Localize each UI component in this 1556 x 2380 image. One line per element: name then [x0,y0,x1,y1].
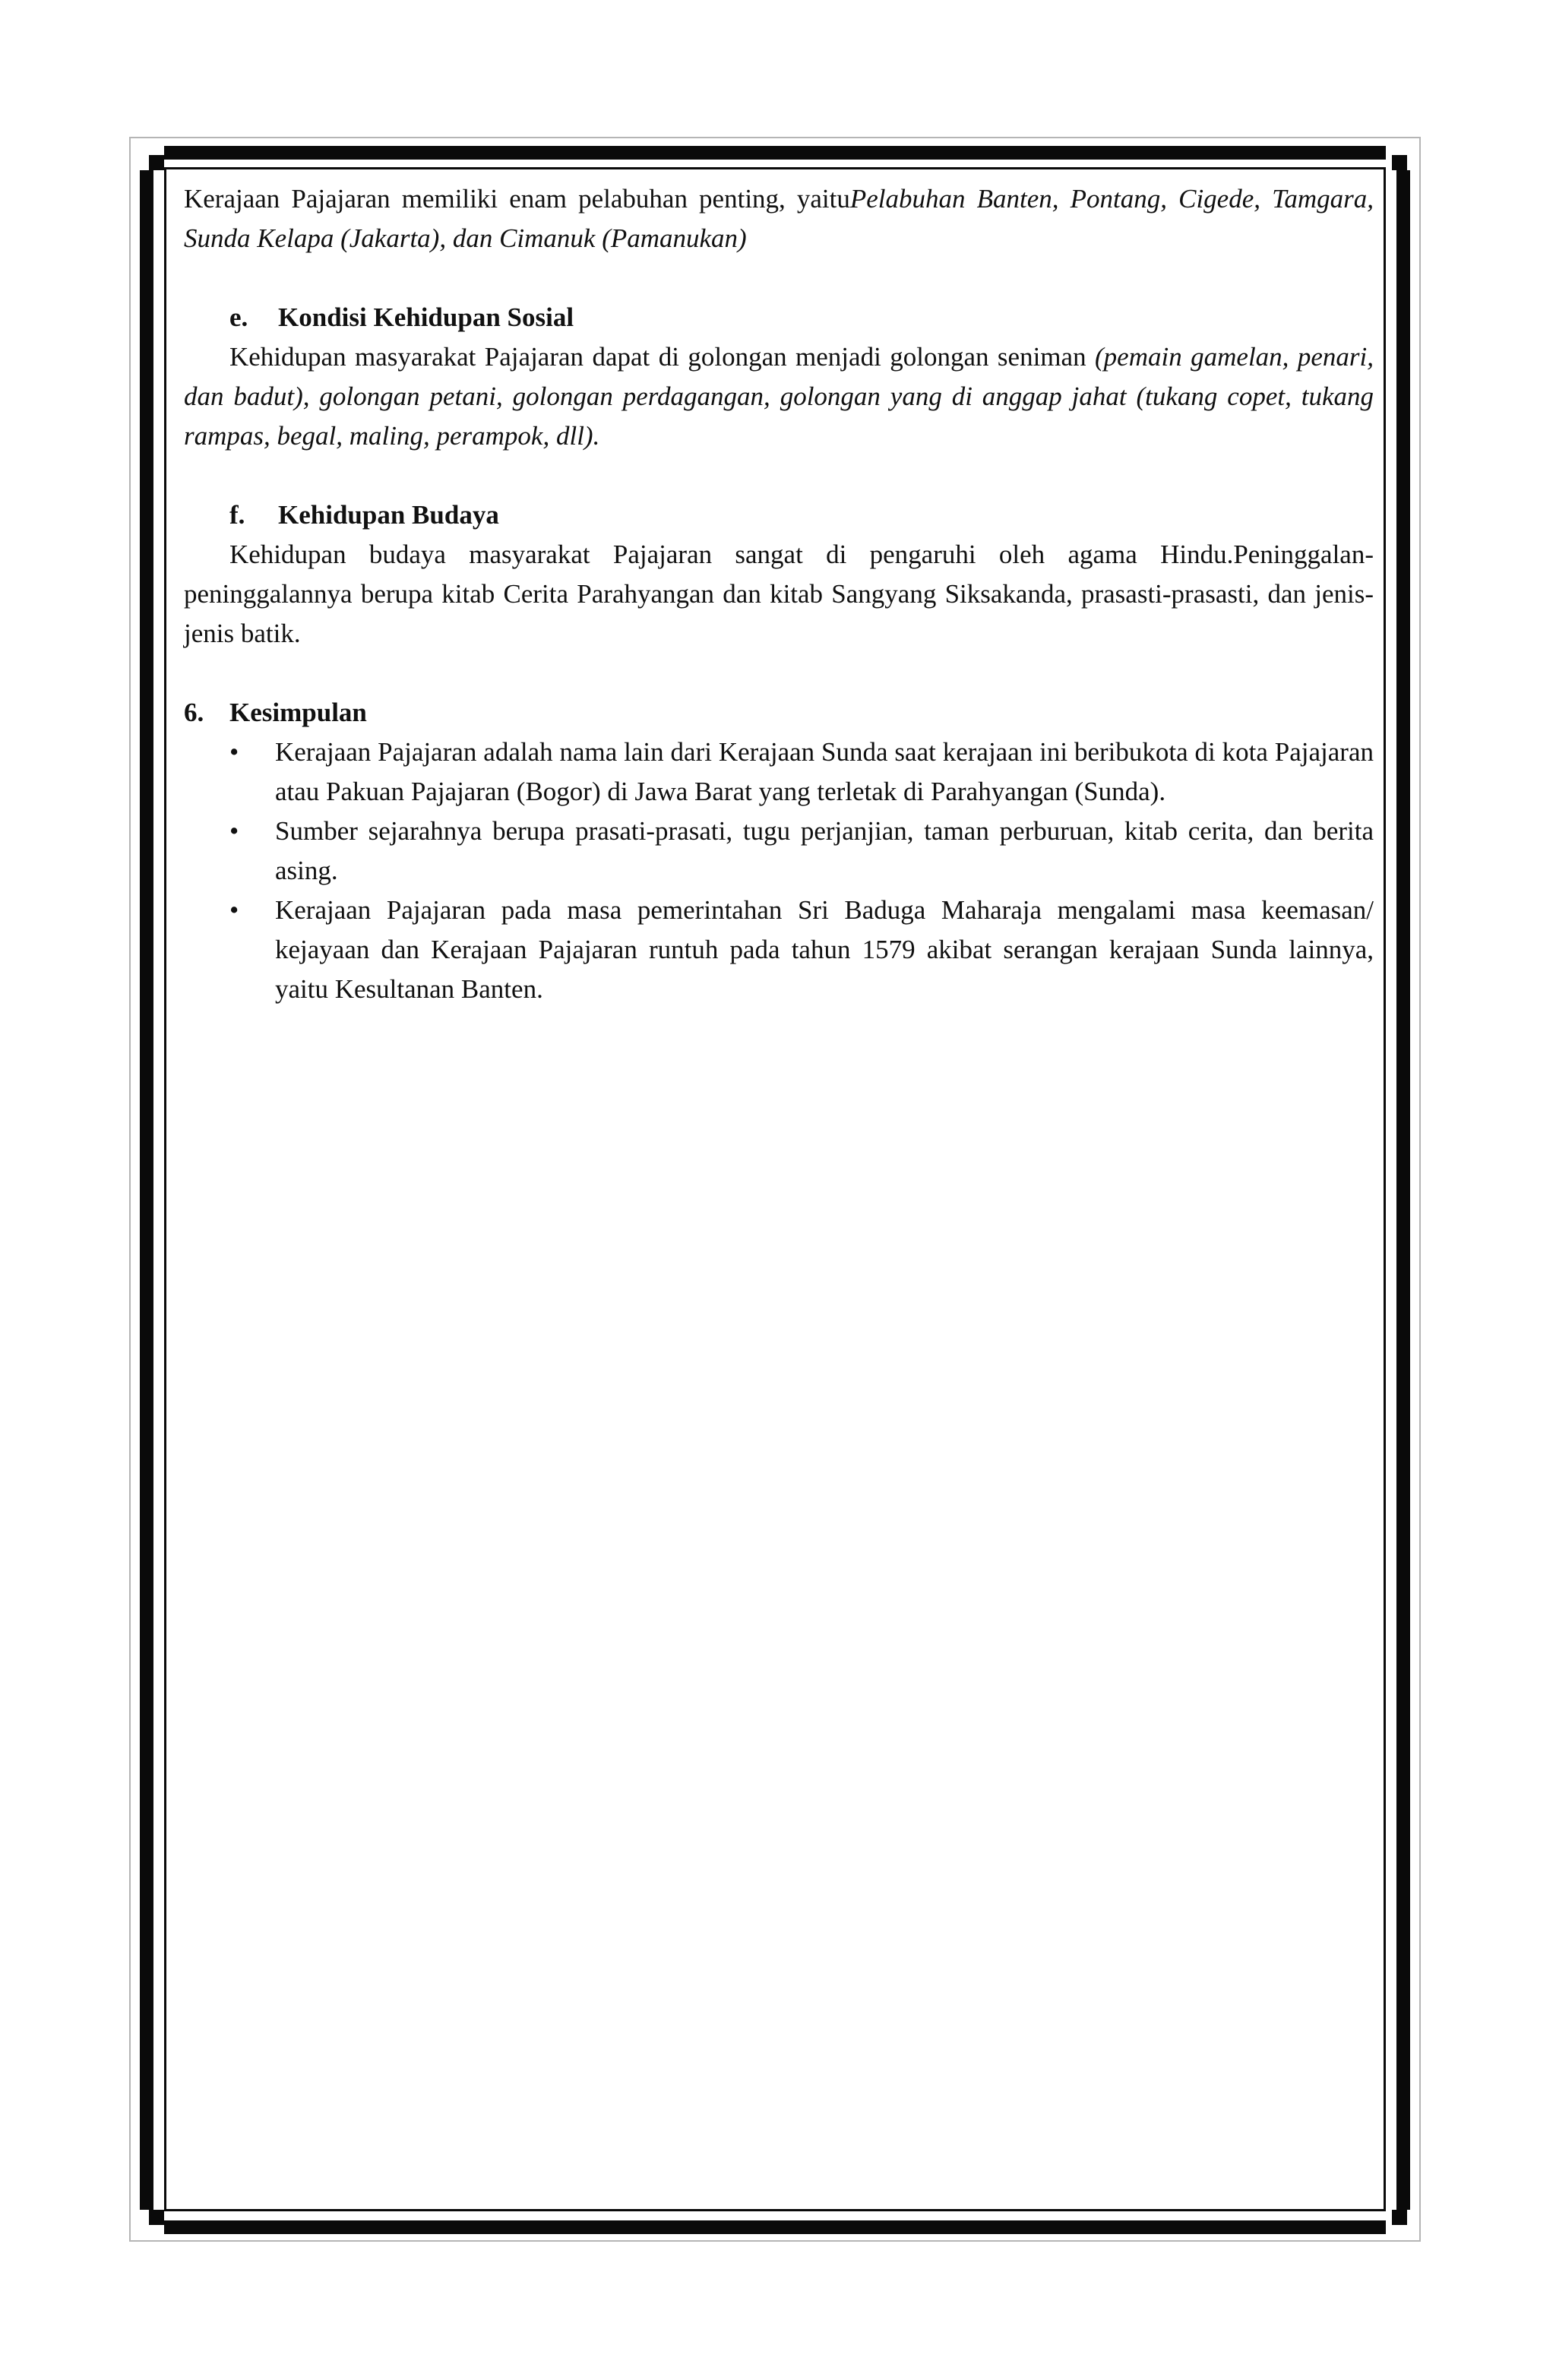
section-title: Kehidupan Budaya [278,500,499,530]
list-item [184,891,1374,1009]
spacer [184,654,1374,693]
border-corner-block [149,2210,164,2225]
spacer [184,258,1374,298]
spacer [184,456,1374,495]
list-item [184,733,1374,812]
pelabuhan-list: Pelabuhan Banten, Pontang, Cigede, Tamgara, Sunda Kelapa (Jakarta), dan Cimanuk (Pamanukan) [184,184,1374,253]
section-number: 6. [184,698,204,727]
bullet-icon: • [229,737,239,767]
section-title: Kesimpulan [229,698,367,727]
pelabuhan-lead: Kerajaan Pajajaran memiliki enam pelabuhan penting, yaitu [184,184,850,214]
bullet-icon: • [229,816,239,846]
section-heading-budaya [184,495,1374,535]
sosial-text-italic: (pemain gamelan, penari, dan badut), golongan petani, golongan perdagangan, golongan yang di anggap jahat (tukang copet, tukang rampas, begal, maling, perampok, dll). [184,342,1374,451]
sosial-text: Kehidupan masyarakat Pajajaran dapat di golongan menjadi golongan seniman [229,342,1096,372]
border-corner-block [1392,2210,1407,2225]
list-item [184,812,1374,891]
bullet-icon: • [229,895,239,925]
pelabuhan-paragraph [184,179,1374,258]
list-item-text: Kerajaan Pajajaran adalah nama lain dari Kerajaan Sunda saat kerajaan ini beribukota di kota Pajajaran atau Pakuan Pajajaran (Bogor) di Jawa Barat yang terletak di Parahyangan (Sunda). [275,737,1374,806]
border-corner-block [149,155,164,170]
kesimpulan-list [184,733,1374,1009]
page-content [184,179,1374,1009]
section-heading-sosial [184,298,1374,337]
list-item-text: Sumber sejarahnya berupa prasati-prasati, tugu perjanjian, taman perburuan, kitab cerita, dan berita asing. [275,816,1374,885]
border-corner-block [1392,155,1407,170]
section-letter: f. [229,500,245,530]
budaya-paragraph: Kehidupan budaya masyarakat Pajajaran sangat di pengaruhi oleh agama Hindu.Peninggalan-peninggalannya berupa kitab Cerita Parahyangan dan kitab Sangyang Siksakanda, prasasti-prasasti, dan jenis-jenis batik. [184,540,1374,648]
section-heading-kesimpulan [184,693,1374,733]
section-title: Kondisi Kehidupan Sosial [278,302,574,332]
sosial-paragraph [184,337,1374,456]
list-item-text: Kerajaan Pajajaran pada masa pemerintahan Sri Baduga Maharaja mengalami masa keemasan/ kejayaan dan Kerajaan Pajajaran runtuh pada tahun 1579 akibat serangan kerajaan Sunda lainnya, yaitu Kesultanan Banten. [275,895,1374,1004]
section-letter: e. [229,302,248,332]
